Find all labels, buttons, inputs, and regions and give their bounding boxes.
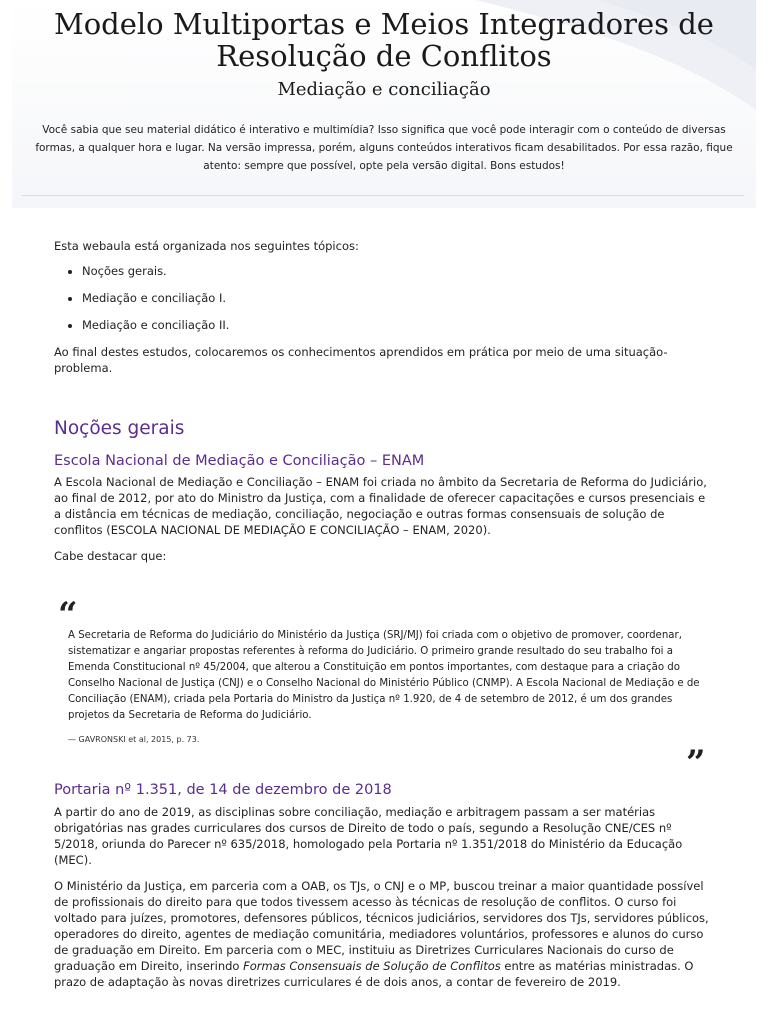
section-heading: Noções gerais [54, 418, 185, 439]
paragraph-portaria-2-italic: Formas Consensuais de Solução de Conflitos [243, 959, 501, 973]
blockquote [54, 595, 714, 783]
main-content [54, 230, 714, 990]
list-item: • Mediação e conciliação I. [82, 290, 714, 306]
page-title-line2: Resolução de Conflitos [216, 39, 552, 73]
quote-citation: — GAVRONSKI et al, 2015, p. 73. [68, 735, 200, 744]
list-item: • Mediação e conciliação II. [82, 317, 714, 333]
paragraph-portaria-2-start: O Ministério da Justiça, em parceria com a OAB, os TJs, o CNJ e o MP, buscou treinar a maior quantidade possível de profissionais do direito para que todos tivessem acesso às técnicas de resolução de conflitos. O curso foi voltado para juízes, promotores, defensores públicos, técnicos judiciários, servidores dos TJs, servidores públicos, operadores do direito, agentes de mediação comunitária, mediadores voluntários, professores e alunos do curso de graduação em Direito. Em parceria com o MEC, instituiu as Diretrizes Curriculares Nacionais do curso de graduação em Direito, inserindo [54, 879, 709, 973]
subsection-heading-portaria: Portaria nº 1.351, de 14 de dezembro de 2018 [54, 782, 392, 798]
paragraph-enam: A Escola Nacional de Mediação e Conciliação – ENAM foi criada no âmbito da Secretaria de Reforma do Judiciário, ao final de 2012, por ato do Ministro da Justiça, com a finalidade de oferecer capacitações e cursos presenciais e a distância em técnicas de mediação, conciliação, negociação e outras formas consensuais de solução de conflitos (ESCOLA NACIONAL DE MEDIAÇÃO E CONCILIAÇÃO – ENAM, 2020). [54, 475, 707, 537]
page-subtitle: Mediação e conciliação [277, 79, 491, 100]
list-item: • Noções gerais. [82, 263, 714, 279]
close-quote-icon: ” [686, 743, 706, 783]
page-header [12, 0, 756, 208]
quote-text: A Secretaria de Reforma do Judiciário do Ministério da Justiça (SRJ/MJ) foi criada com o objetivo de promover, coordenar, sistematizar e angariar propostas referentes à reforma do Judiciário. O primeiro grande resultado do seu trabalho foi a Emenda Constitucional nº 45/2004, que alterou a Constituição em pontos importantes, com destaque para a criação do Conselho Nacional de Justiça (CNJ) e o Conselho Nacional do Ministério Público (CNMP). A Escola Nacional de Mediação e de Conciliação (ENAM), criada pela Portaria do Ministro da Justiça nº 1.920, de 4 de setembro de 2012, é um dos grandes projetos da Secretaria de Reforma do Judiciário. [68, 630, 700, 721]
header-divider [22, 195, 744, 196]
topics-intro: Esta webaula está organizada nos seguintes tópicos: [54, 239, 359, 253]
paragraph-portaria-2-end: entre as matérias ministradas. O prazo de adaptação às novas diretrizes curriculares é de dois anos, a contar de fevereiro de 2019. [54, 959, 694, 989]
page-title-line1: Modelo Multiportas e Meios Integradores de [54, 7, 714, 41]
topics-list [54, 263, 714, 333]
paragraph-portaria-2 [54, 878, 714, 990]
topics-closing: Ao final destes estudos, colocaremos os conhecimentos aprendidos em prática por meio de uma situação-problema. [54, 345, 668, 375]
paragraph-portaria-1: A partir do ano de 2019, as disciplinas sobre conciliação, mediação e arbitragem passam a ser matérias obrigatórias nas grades curriculares dos cursos de Direito de todo o país, segundo a Resolução CNE/CES nº 5/2018, oriunda do Parecer nº 635/2018, homologado pela Portaria nº 1.351/2018 do Ministério da Educação (MEC). [54, 805, 683, 867]
page-title [12, 8, 756, 72]
subsection-heading-enam: Escola Nacional de Mediação e Conciliação – ENAM [54, 453, 425, 469]
intro-notice: Você sabia que seu material didático é interativo e multimídia? Isso significa que você pode interagir com o conteúdo de diversas formas, a qualquer hora e lugar. Na versão impressa, porém, alguns conteúdos interativos ficam desabilitados. Por essa razão, fique atento: sempre que possível, opte pela versão digital. Bons estudos! [35, 124, 733, 172]
open-quote-icon: “ [58, 595, 78, 635]
paragraph-highlight: Cabe destacar que: [54, 549, 167, 563]
